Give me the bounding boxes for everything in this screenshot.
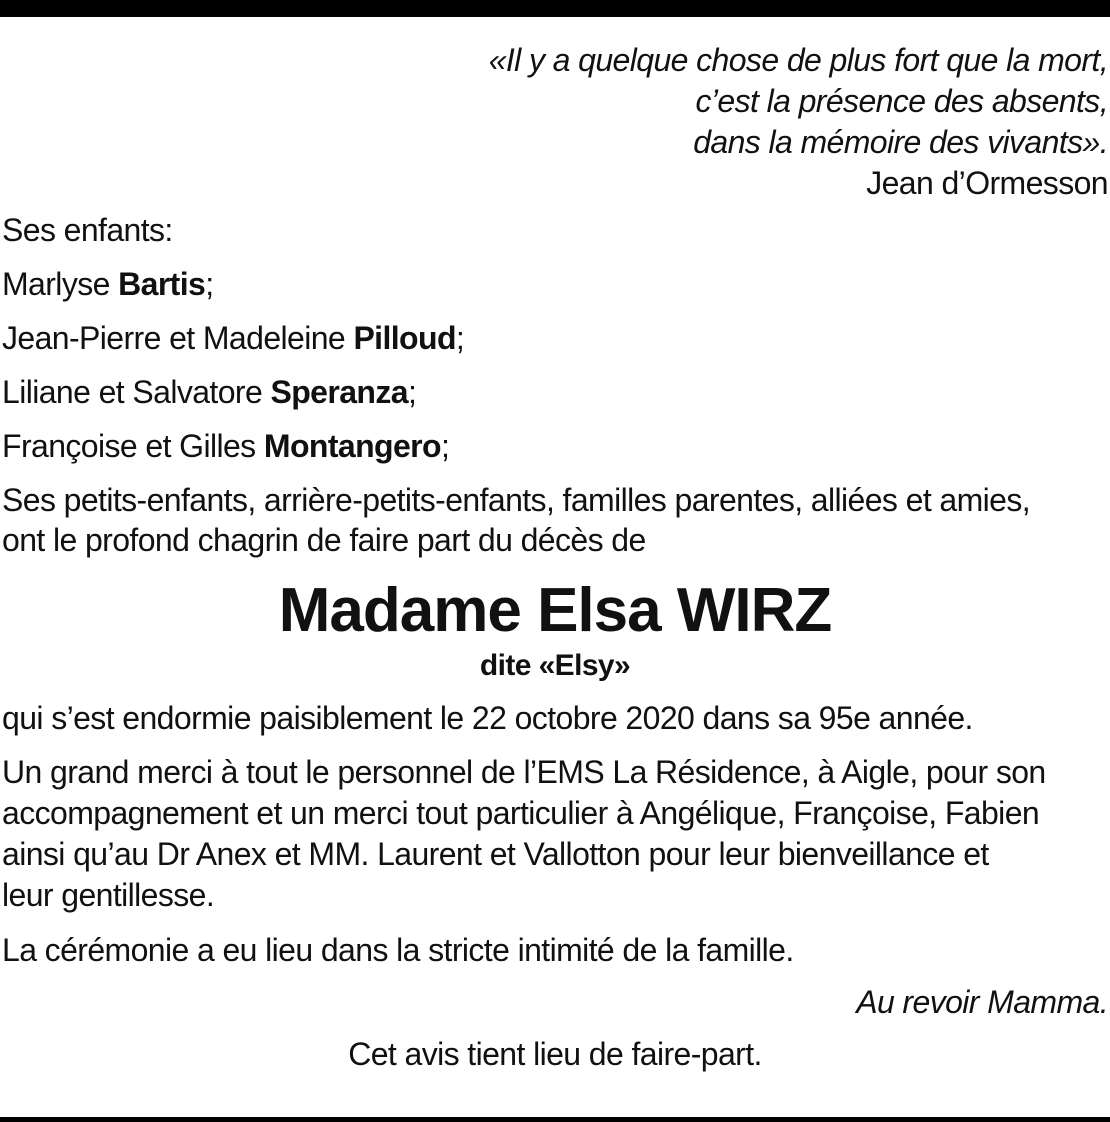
child-surname: Bartis [118, 266, 206, 302]
quote-author: Jean d’Ormesson [866, 165, 1108, 201]
passing-statement: qui s’est endormie paisiblement le 22 octobre 2020 dans sa 95e année. [2, 700, 973, 736]
thanks-line-3: ainsi qu’au Dr Anex et MM. Laurent et Vallotton pour leur bienveillance et [2, 836, 989, 872]
deceased-name: Madame Elsa WIRZ [278, 576, 832, 645]
epigraph-quote [2, 40, 1108, 204]
child-given-names: Liliane et Salvatore [2, 374, 263, 410]
family-line-1: Ses petits-enfants, arrière-petits-enfants, familles parentes, alliées et amies, [2, 482, 1031, 518]
child-separator: ; [407, 374, 417, 410]
thanks-line-2: accompagnement et un merci tout particulier à Angélique, Françoise, Fabien [2, 795, 1040, 831]
notice-line: Cet avis tient lieu de faire-part. [348, 1036, 762, 1072]
child-surname: Speranza [270, 374, 408, 410]
child-given-names: Marlyse [2, 266, 110, 302]
child-surname: Montangero [263, 428, 441, 464]
child-separator: ; [441, 428, 450, 464]
family-line-2: ont le profond chagrin de faire part du décès de [2, 522, 646, 558]
thanks-paragraph [2, 752, 1108, 916]
quote-line-2: c’est la présence des absents, [695, 83, 1108, 119]
children-intro: Ses enfants: [2, 212, 173, 248]
child-entry [2, 264, 1108, 304]
child-entry [2, 318, 1108, 358]
quote-line-1: «Il y a quelque chose de plus fort que la mort, [488, 42, 1108, 78]
family-announcement [2, 480, 1108, 560]
thanks-line-1: Un grand merci à tout le personnel de l’EMS La Résidence, à Aigle, pour son [2, 754, 1046, 790]
child-surname: Pilloud [353, 320, 456, 356]
child-entry [2, 426, 1108, 466]
top-border-rule [0, 0, 1110, 17]
child-entry [2, 372, 1108, 412]
obituary-notice [0, 40, 1110, 1074]
thanks-line-4: leur gentillesse. [2, 877, 215, 913]
deceased-nickname: dite «Elsy» [479, 649, 631, 682]
child-given-names: Françoise et Gilles [2, 428, 256, 464]
farewell-line: Au revoir Mamma. [856, 984, 1108, 1020]
quote-line-3: dans la mémoire des vivants». [693, 124, 1108, 160]
child-given-names: Jean-Pierre et Madeleine [2, 320, 346, 356]
ceremony-statement: La cérémonie a eu lieu dans la stricte intimité de la famille. [2, 932, 794, 968]
bottom-border-rule [0, 1117, 1110, 1122]
child-separator: ; [205, 266, 214, 302]
child-separator: ; [455, 320, 465, 356]
